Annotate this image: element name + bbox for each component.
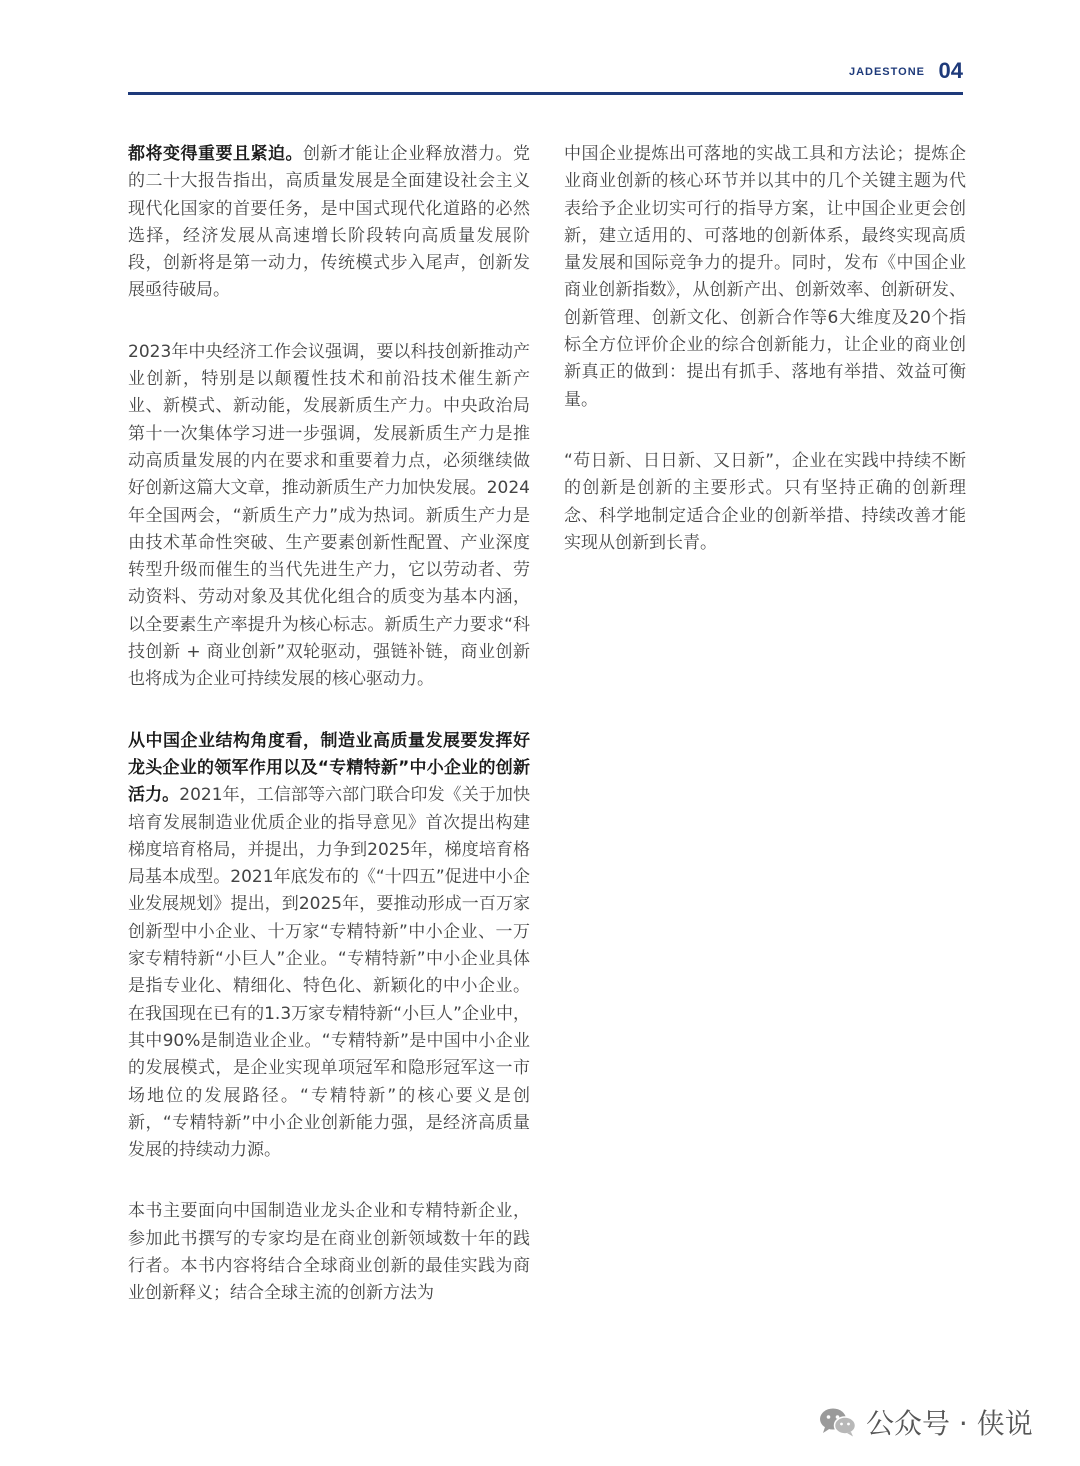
- right-column: [564, 141, 966, 591]
- paragraph-4-body: 本书主要面向中国制造业龙头企业和专精特新企业，参加此书撰写的专家均是在商业创新领域数十年的践行者。本书内容将结合全球商业创新的最佳实践为商业创新释义；结合全球主流的创新方法为: [128, 1201, 530, 1304]
- paragraph-3-body: 2021年，工信部等六部门联合印发《关于加快培育发展制造业优质企业的指导意见》首次提出构建梯度培育格局，并提出，力争到2025年，梯度培育格局基本成型。2021年底发布的《“十四五”促进中小企业发展规划》提出，到2025年，要推动形成一百万家创新型中小企业、十万家“专精特新”中小企业、一万家专精特新“小巨人”企业。“专精特新”中小企业具体是指专业化、精细化、特色化、新颖化的中小企业。在我国现在已有的1.3万家专精特新“小巨人”企业中，其中90%是制造业企业。“专精特新”是中国中小企业的发展模式，是企业实现单项冠军和隐形冠军这一市场地位的发展路径。“专精特新”的核心要义是创新，“专精特新”中小企业创新能力强，是经济高质量发展的持续动力源。: [128, 785, 530, 1161]
- watermark-text: 公众号 · 侠说: [866, 1407, 1033, 1440]
- brand-name: JADESTONE: [848, 66, 925, 78]
- page-header: [128, 58, 963, 96]
- paragraph-1-lead: 都将变得重要且紧迫。: [128, 144, 303, 164]
- paragraph-6-body: “苟日新、日日新、又日新”，企业在实践中持续不断的创新是创新的主要形式。只有坚持正确的创新理念、科学地制定适合企业的创新举措、持续改善才能实现从创新到长青。: [564, 450, 966, 553]
- wechat-watermark: [818, 1400, 1033, 1444]
- paragraph-5-body: 中国企业提炼出可落地的实战工具和方法论；提炼企业商业创新的核心环节并以其中的几个关键主题为代表给予企业切实可行的指导方案，让中国企业更会创新，建立适用的、可落地的创新体系，最终实现高质量发展和国际竞争力的提升。同时，发布《中国企业商业创新指数》，从创新产出、创新效率、创新研发、创新管理、创新文化、创新合作等6大维度及20个指标全方位评价企业的综合创新能力，让企业的商业创新真正的做到：提出有抓手、落地有举措、效益可衡量。: [564, 144, 966, 410]
- paragraph-4: [128, 1198, 530, 1307]
- paragraph-2: [128, 339, 530, 694]
- header-rule: [128, 92, 963, 95]
- page-number: 04: [938, 58, 963, 83]
- paragraph-1: [128, 141, 530, 305]
- wechat-icon: [818, 1406, 858, 1438]
- paragraph-5: [564, 141, 966, 414]
- left-column: [128, 141, 530, 1342]
- paragraph-3-lead: 从中国企业结构角度看，制造业高质量发展要发挥好龙头企业的领军作用以及“专精特新”中小企业的创新活力。: [128, 730, 530, 806]
- paragraph-1-body: 创新才能让企业释放潜力。党的二十大报告指出，高质量发展是全面建设社会主义现代化国家的首要任务，是中国式现代化道路的必然选择，经济发展从高速增长阶段转向高质量发展阶段，创新将是第一动力，传统模式步入尾声，创新发展亟待破局。: [128, 144, 530, 301]
- paragraph-6: [564, 448, 966, 557]
- paragraph-3: [128, 728, 530, 1165]
- paragraph-2-body: 2023年中央经济工作会议强调，要以科技创新推动产业创新，特别是以颠覆性技术和前沿技术催生新产业、新模式、新动能，发展新质生产力。中央政治局第十一次集体学习进一步强调，发展新质生产力是推动高质量发展的内在要求和重要着力点，必须继续做好创新这篇大文章，推动新质生产力加快发展。2024年全国两会，“新质生产力”成为热词。新质生产力是由技术革命性突破、生产要素创新性配置、产业深度转型升级而催生的当代先进生产力，它以劳动者、劳动资料、劳动对象及其优化组合的质变为基本内涵，以全要素生产率提升为核心标志。新质生产力要求“科技创新 + 商业创新”双轮驱动，强链补链，商业创新也将成为企业可持续发展的核心驱动力。: [128, 341, 530, 690]
